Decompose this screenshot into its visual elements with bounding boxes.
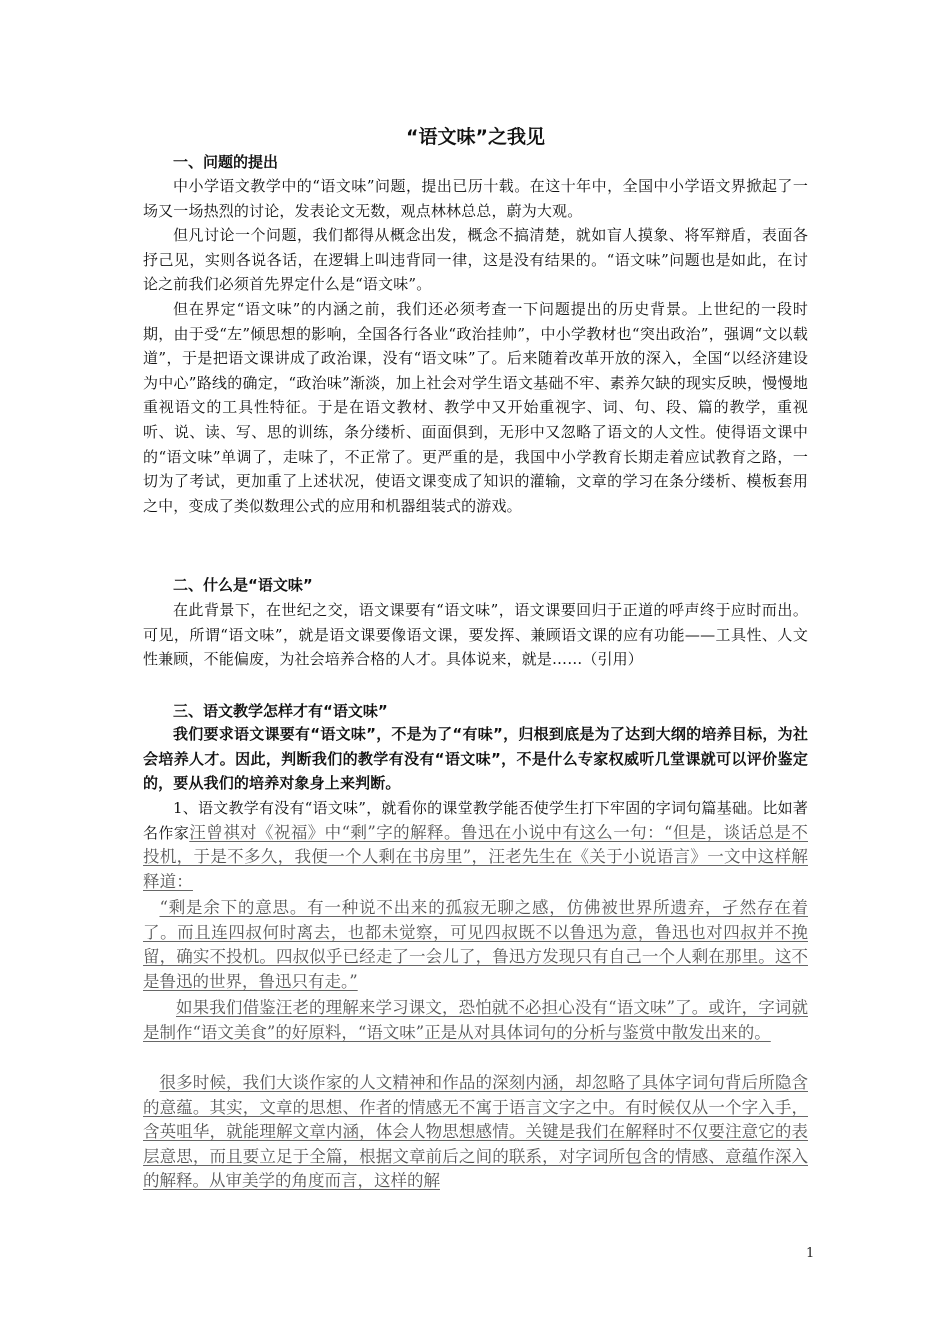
section-1-paragraph-1: 中小学语文教学中的“语文味”问题，提出已历十载。在这十年中，全国中小学语文界掀起了一场又一场热烈的讨论，发表论文无数，观点林林总总，蔚为大观。 bbox=[143, 177, 808, 220]
quoted-explanation: “剩是余下的意思。有一种说不出来的孤寂无聊之感，仿佛被世界所遗弃，孑然存在着了。而且连四叔何时离去，也都未觉察，可见四叔既不以鲁迅为意，鲁迅也对四叔并不挽留，确实不投机。四叔似乎已经走了一会儿了，鲁迅方发现只有自己一个人剩在那里。这不是鲁迅的世界，鲁迅只有走。” bbox=[143, 898, 808, 991]
paragraph-1-underlined-text: 汪曾祺对《祝福》中“剩”字的解释。鲁迅在小说中有这么一句：“但是，谈话总是不投机，于是不多久，我便一个人剩在书房里”，汪老先生在《关于小说语言》一文中这样解释道： bbox=[143, 822, 808, 891]
section-3-bold-paragraph: 我们要求语文课要有“语文味”，不是为了“有味”，归根到底是为了达到大纲的培养目标，为社会培养人才。因此，判断我们的教学有没有“语文味”，不是什么专家权威听几堂课就可以评价鉴定的，要从我们的培养对象身上来判断。 bbox=[143, 725, 808, 793]
section-1-paragraph-3: 但在界定“语文味”的内涵之前，我们还必须考查一下问题提出的历史背景。上世纪的一段时期，由于受“左”倾思想的影响，全国各行各业“政治挂帅”，中小学教材也“突出政治”，强调“文以载道”，于是把语文课讲成了政治课，没有“语文味”了。后来随着改革开放的深入，全国“以经济建设为中心”路线的确定，“政治味”渐淡，加上社会对学生语文基础不牢、素养欠缺的现实反映，慢慢地重视语文的工具性特征。于是在语文教材、教学中又开始重视字、词、句、段、篇的教学，重视听、说、读、写、思的训练，条分缕析、面面俱到，无形中又忽略了语文的人文性。使得语文课中的“语文味”单调了，走味了，不正常了。更严重的是，我国中小学教育长期走着应试教育之路，一切为了考试，更加重了上述状况，使语文课变成了知识的灌输，文章的学习在条分缕析、模板套用之中，变成了类似数理公式的应用和机器组装式的游戏。 bbox=[143, 300, 808, 515]
page-number: 1 bbox=[806, 1246, 815, 1261]
section-3-paragraph-3: 很多时候，我们大谈作家的人文精神和作品的深刻内涵，却忽略了具体字词句背后所隐含的意蕴。其实，文章的思想、作者的情感无不寓于语言文字之中。有时候仅从一个字入手，含英咀华，就能理解文章内涵，体会人物思想感情。关键是我们在解释时不仅要注意它的表层意思，而且要立足于全篇，根据文章前后之间的联系，对字词所包含的情感、意蕴作深入的解释。从审美学的角度而言，这样的解 bbox=[143, 1073, 808, 1191]
section-3-paragraph-2: 如果我们借鉴汪老的理解来学习课文，恐怕就不必担心没有“语文味”了。或许，字词就是制作“语文美食”的好原料，“语文味”正是从对具体词句的分析与鉴赏中散发出来的。 bbox=[143, 998, 808, 1042]
section-2-paragraph-1: 在此背景下，在世纪之交，语文课要有“语文味”，语文课要回归于正道的呼声终于应时而出。可见，所谓“语文味”，就是语文课要像语文课，要发挥、兼顾语文课的应有功能——工具性、人文性兼顾，不能偏废，为社会培养合格的人才。具体说来，就是……（引用） bbox=[143, 601, 808, 669]
section-1-paragraph-2: 但凡讨论一个问题，我们都得从概念出发，概念不搞清楚，就如盲人摸象、将军辩盾，表面各抒己见，实则各说各话，在逻辑上叫违背同一律，这是没有结果的。“语文味”问题也是如此，在讨论之前我们必须首先界定什么是“语文味”。 bbox=[143, 226, 808, 294]
section-2-heading: 二、什么是“语文味” bbox=[173, 576, 313, 594]
paragraph-1-plain-text: 1、语文教学有没有“语文味”，就看你的课堂教学能否使学生打下牢固的字词句篇基础。比如著名作家 bbox=[143, 799, 808, 842]
section-1-heading: 一、问题的提出 bbox=[173, 153, 279, 171]
document-title: “语文味”之我见 bbox=[406, 126, 545, 148]
section-3-paragraph-1 bbox=[143, 796, 808, 894]
section-3-heading: 三、语文教学怎样才有“语文味” bbox=[173, 702, 388, 720]
